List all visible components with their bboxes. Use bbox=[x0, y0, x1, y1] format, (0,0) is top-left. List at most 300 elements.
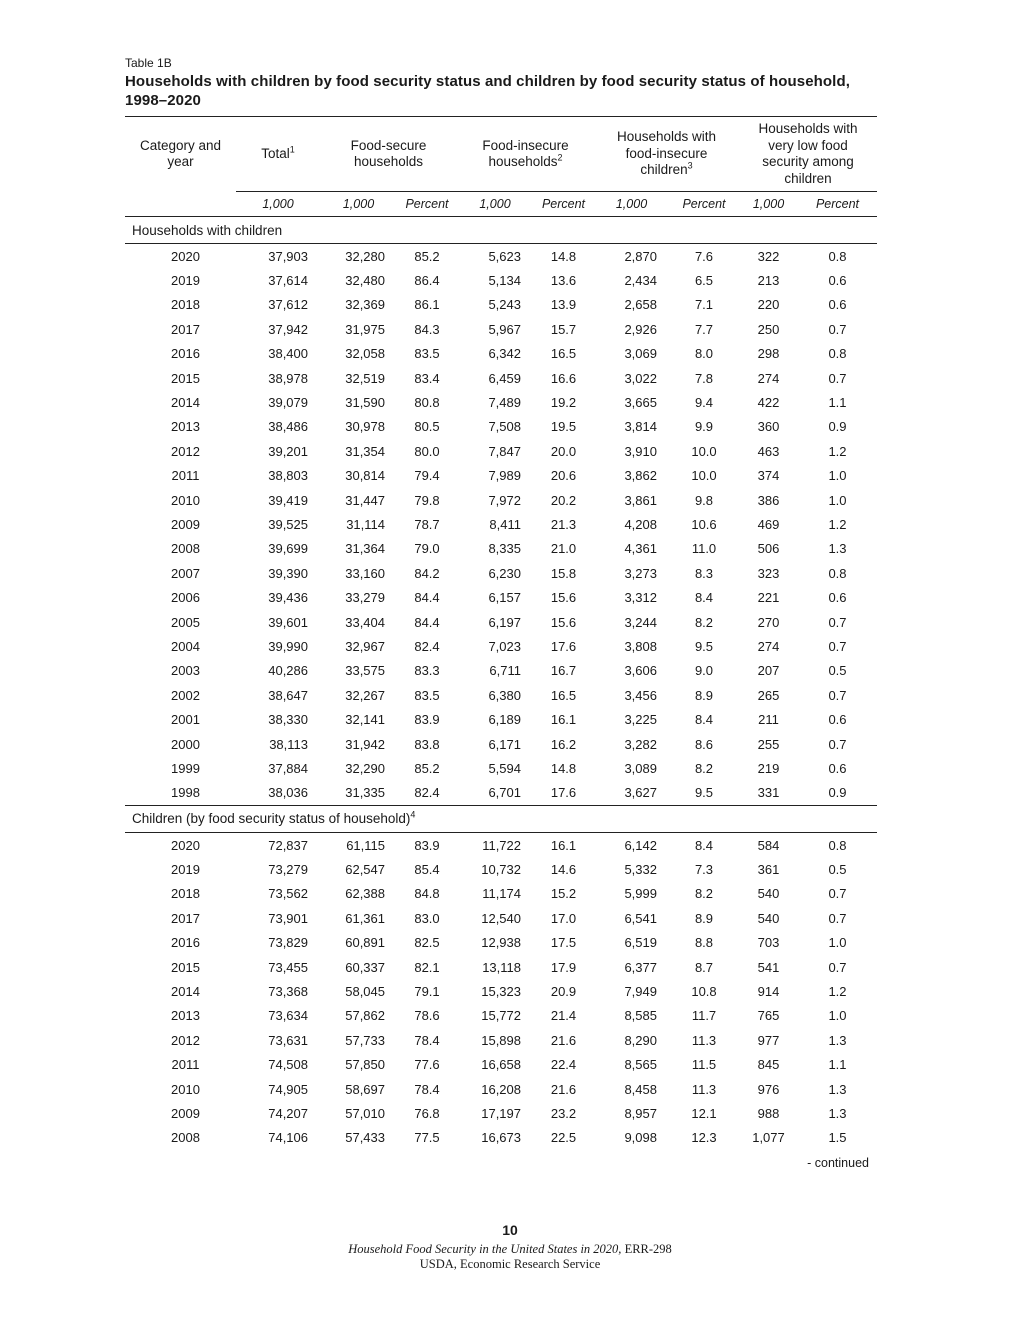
table-row bbox=[125, 439, 877, 463]
cell-total: 39,079 bbox=[268, 395, 308, 411]
table-row bbox=[125, 390, 877, 414]
cell-insecure-children-count: 3,022 bbox=[624, 370, 657, 386]
cell-year: 2003 bbox=[171, 663, 200, 679]
table-row bbox=[125, 882, 877, 906]
cell-insecure-children-percent: 7.3 bbox=[694, 862, 714, 878]
cell-food-secure-percent: 84.4 bbox=[414, 614, 440, 630]
cell-food-insecure-percent: 21.0 bbox=[550, 541, 577, 557]
cell-food-insecure-count: 15,323 bbox=[481, 984, 521, 1000]
table-row bbox=[125, 464, 877, 488]
cell-total: 39,525 bbox=[268, 516, 308, 532]
unit-thousand: 1,000 bbox=[236, 192, 320, 217]
cell-food-insecure-count: 8,335 bbox=[488, 541, 521, 557]
cell-insecure-children-count: 4,361 bbox=[624, 541, 657, 557]
cell-food-insecure-percent: 15.2 bbox=[550, 886, 577, 902]
cell-vlfs-children-percent: 1.0 bbox=[828, 492, 847, 508]
cell-food-insecure-count: 6,701 bbox=[488, 785, 521, 801]
cell-vlfs-children-count: 541 bbox=[757, 959, 780, 975]
cell-total: 39,419 bbox=[268, 492, 308, 508]
cell-year: 2016 bbox=[171, 935, 200, 951]
cell-vlfs-children-count: 274 bbox=[757, 370, 780, 386]
cell-food-insecure-count: 17,197 bbox=[481, 1105, 521, 1121]
cell-food-secure-percent: 84.4 bbox=[414, 590, 440, 606]
cell-food-secure-percent: 84.8 bbox=[414, 886, 440, 902]
cell-year: 2007 bbox=[171, 565, 200, 581]
table-row bbox=[125, 832, 877, 857]
report-id: ERR-298 bbox=[624, 1242, 672, 1256]
cell-food-insecure-count: 5,967 bbox=[488, 321, 521, 337]
cell-vlfs-children-count: 211 bbox=[758, 712, 779, 728]
cell-total: 73,631 bbox=[268, 1032, 308, 1048]
cell-insecure-children-count: 3,862 bbox=[624, 468, 657, 484]
cell-total: 73,368 bbox=[268, 984, 308, 1000]
cell-food-secure-count: 57,733 bbox=[345, 1032, 385, 1048]
cell-food-secure-percent: 79.4 bbox=[414, 468, 440, 484]
cell-food-insecure-count: 5,134 bbox=[488, 273, 521, 289]
cell-total: 74,508 bbox=[268, 1057, 308, 1073]
cell-insecure-children-count: 3,808 bbox=[624, 638, 657, 654]
cell-vlfs-children-count: 221 bbox=[757, 590, 780, 606]
cell-food-secure-percent: 80.8 bbox=[414, 395, 440, 411]
cell-insecure-children-count: 8,458 bbox=[624, 1081, 657, 1097]
cell-year: 2013 bbox=[171, 419, 200, 435]
cell-total: 73,634 bbox=[268, 1008, 308, 1024]
cell-vlfs-children-percent: 1.5 bbox=[828, 1130, 847, 1146]
cell-food-secure-percent: 78.7 bbox=[414, 516, 440, 532]
unit-thousand: 1,000 bbox=[739, 192, 798, 217]
cell-year: 2019 bbox=[171, 862, 200, 878]
table-row bbox=[125, 585, 877, 609]
cell-food-secure-percent: 86.4 bbox=[414, 273, 440, 289]
section-children bbox=[125, 805, 877, 832]
cell-vlfs-children-percent: 0.7 bbox=[828, 638, 847, 654]
table-row bbox=[125, 1028, 877, 1052]
cell-total: 37,903 bbox=[268, 248, 308, 264]
cell-food-secure-percent: 76.8 bbox=[414, 1105, 440, 1121]
cell-total: 73,829 bbox=[268, 935, 308, 951]
cell-vlfs-children-count: 422 bbox=[757, 395, 780, 411]
cell-vlfs-children-count: 361 bbox=[757, 862, 780, 878]
cell-vlfs-children-count: 219 bbox=[757, 760, 780, 776]
cell-food-insecure-count: 7,989 bbox=[488, 468, 521, 484]
cell-year: 2000 bbox=[171, 736, 200, 752]
cell-total: 39,390 bbox=[268, 565, 308, 581]
cell-total: 40,286 bbox=[268, 663, 308, 679]
cell-insecure-children-percent: 10.6 bbox=[691, 516, 717, 532]
cell-food-insecure-percent: 16.6 bbox=[550, 370, 577, 386]
cell-vlfs-children-percent: 1.3 bbox=[828, 1032, 847, 1048]
cell-food-insecure-percent: 15.6 bbox=[550, 614, 577, 630]
table-row bbox=[125, 781, 877, 806]
cell-insecure-children-count: 3,861 bbox=[624, 492, 657, 508]
cell-year: 2020 bbox=[171, 248, 200, 264]
cell-vlfs-children-count: 270 bbox=[757, 614, 780, 630]
section-header bbox=[125, 217, 877, 244]
table-row bbox=[125, 1053, 877, 1077]
cell-insecure-children-count: 3,456 bbox=[624, 687, 657, 703]
section-label: Households with children bbox=[125, 217, 877, 244]
cell-food-insecure-percent: 19.2 bbox=[550, 395, 577, 411]
cell-year: 2018 bbox=[171, 297, 200, 313]
cell-food-insecure-percent: 15.7 bbox=[550, 321, 577, 337]
table-row bbox=[125, 1077, 877, 1101]
cell-vlfs-children-count: 845 bbox=[757, 1057, 780, 1073]
cell-food-secure-count: 32,519 bbox=[345, 370, 385, 386]
cell-food-secure-percent: 85.2 bbox=[414, 760, 440, 776]
cell-total: 39,201 bbox=[268, 443, 308, 459]
cell-insecure-children-percent: 11.0 bbox=[691, 541, 717, 557]
cell-food-insecure-percent: 17.0 bbox=[550, 910, 577, 926]
cell-insecure-children-count: 8,585 bbox=[624, 1008, 657, 1024]
cell-food-secure-count: 61,361 bbox=[345, 910, 385, 926]
cell-insecure-children-count: 3,627 bbox=[624, 785, 657, 801]
document-page bbox=[125, 56, 877, 1170]
cell-year: 2011 bbox=[171, 468, 200, 484]
cell-insecure-children-percent: 8.4 bbox=[694, 712, 714, 728]
cell-total: 38,647 bbox=[268, 687, 308, 703]
cell-food-secure-count: 32,290 bbox=[345, 760, 385, 776]
unit-percent: Percent bbox=[669, 192, 739, 217]
cell-food-secure-count: 30,814 bbox=[345, 468, 385, 484]
cell-insecure-children-percent: 8.3 bbox=[694, 565, 714, 581]
table-row bbox=[125, 561, 877, 585]
cell-food-secure-percent: 83.3 bbox=[414, 663, 440, 679]
cell-food-secure-count: 32,280 bbox=[345, 248, 385, 264]
header-food-secure: Food-secure households bbox=[350, 137, 427, 169]
units-blank bbox=[125, 192, 236, 217]
cell-vlfs-children-percent: 1.3 bbox=[828, 1081, 847, 1097]
cell-food-secure-count: 31,335 bbox=[345, 785, 385, 801]
cell-food-secure-count: 57,862 bbox=[345, 1008, 385, 1024]
cell-food-secure-percent: 79.0 bbox=[414, 541, 440, 557]
table-row bbox=[125, 857, 877, 881]
cell-vlfs-children-percent: 0.8 bbox=[828, 837, 847, 853]
cell-food-insecure-percent: 20.2 bbox=[550, 492, 577, 508]
cell-food-secure-percent: 82.4 bbox=[414, 785, 440, 801]
section-header bbox=[125, 805, 877, 832]
cell-vlfs-children-percent: 0.8 bbox=[828, 248, 847, 264]
table-row bbox=[125, 1004, 877, 1028]
cell-food-insecure-count: 5,623 bbox=[488, 248, 521, 264]
cell-food-insecure-count: 15,898 bbox=[481, 1032, 521, 1048]
cell-food-secure-count: 61,115 bbox=[346, 837, 385, 853]
cell-vlfs-children-percent: 0.7 bbox=[828, 321, 847, 337]
cell-food-secure-percent: 83.5 bbox=[414, 687, 440, 703]
cell-insecure-children-percent: 11.7 bbox=[691, 1008, 717, 1024]
cell-vlfs-children-percent: 1.1 bbox=[828, 395, 847, 411]
cell-vlfs-children-percent: 0.6 bbox=[828, 712, 847, 728]
cell-food-secure-count: 31,447 bbox=[345, 492, 385, 508]
cell-food-secure-count: 57,850 bbox=[345, 1057, 385, 1073]
cell-insecure-children-percent: 8.8 bbox=[694, 935, 714, 951]
table-row bbox=[125, 268, 877, 292]
cell-total: 73,562 bbox=[268, 886, 308, 902]
cell-food-secure-count: 33,160 bbox=[345, 565, 385, 581]
cell-food-secure-count: 31,364 bbox=[345, 541, 385, 557]
cell-year: 2018 bbox=[171, 886, 200, 902]
cell-food-insecure-percent: 21.6 bbox=[550, 1081, 577, 1097]
cell-food-insecure-percent: 16.7 bbox=[550, 663, 577, 679]
cell-vlfs-children-count: 914 bbox=[757, 984, 780, 1000]
cell-vlfs-children-percent: 0.7 bbox=[828, 959, 847, 975]
cell-insecure-children-percent: 12.3 bbox=[691, 1130, 717, 1146]
table-row bbox=[125, 906, 877, 930]
cell-total: 38,330 bbox=[268, 712, 308, 728]
cell-food-insecure-percent: 20.9 bbox=[550, 984, 577, 1000]
cell-food-secure-count: 60,337 bbox=[345, 959, 385, 975]
cell-year: 2001 bbox=[171, 712, 200, 728]
cell-year: 2017 bbox=[171, 321, 200, 337]
cell-year: 2010 bbox=[171, 1081, 200, 1097]
cell-food-insecure-count: 7,508 bbox=[488, 419, 521, 435]
cell-food-secure-count: 30,978 bbox=[345, 419, 385, 435]
agency: USDA, Economic Research Service bbox=[419, 1257, 601, 1271]
cell-insecure-children-percent: 11.5 bbox=[691, 1057, 717, 1073]
table-row bbox=[125, 732, 877, 756]
cell-insecure-children-count: 2,434 bbox=[624, 273, 657, 289]
unit-thousand: 1,000 bbox=[320, 192, 397, 217]
cell-vlfs-children-count: 584 bbox=[757, 837, 780, 853]
cell-vlfs-children-percent: 0.7 bbox=[828, 886, 847, 902]
cell-food-insecure-percent: 14.8 bbox=[550, 760, 577, 776]
cell-vlfs-children-percent: 0.7 bbox=[828, 614, 847, 630]
cell-insecure-children-count: 3,665 bbox=[624, 395, 657, 411]
cell-food-secure-count: 32,967 bbox=[345, 638, 385, 654]
cell-food-insecure-count: 6,197 bbox=[488, 614, 521, 630]
cell-food-insecure-percent: 15.8 bbox=[550, 565, 577, 581]
cell-insecure-children-percent: 8.2 bbox=[694, 886, 714, 902]
cell-vlfs-children-count: 506 bbox=[757, 541, 780, 557]
cell-vlfs-children-percent: 1.0 bbox=[828, 1008, 847, 1024]
cell-food-insecure-count: 7,489 bbox=[488, 395, 521, 411]
cell-insecure-children-count: 8,565 bbox=[624, 1057, 657, 1073]
cell-insecure-children-percent: 10.8 bbox=[691, 984, 717, 1000]
cell-food-insecure-percent: 22.5 bbox=[550, 1130, 577, 1146]
publication-citation bbox=[0, 1242, 1020, 1257]
table-row bbox=[125, 366, 877, 390]
cell-total: 37,614 bbox=[268, 273, 308, 289]
cell-vlfs-children-percent: 1.3 bbox=[828, 1105, 847, 1121]
cell-food-insecure-count: 13,118 bbox=[482, 959, 521, 975]
cell-year: 1998 bbox=[171, 785, 200, 801]
section-households-rows bbox=[125, 244, 877, 806]
cell-total: 74,106 bbox=[268, 1130, 308, 1146]
cell-insecure-children-count: 3,312 bbox=[624, 590, 657, 606]
table-label: Table 1B bbox=[125, 56, 172, 70]
cell-insecure-children-count: 3,244 bbox=[624, 614, 657, 630]
cell-total: 38,803 bbox=[268, 468, 308, 484]
cell-food-insecure-count: 7,023 bbox=[488, 638, 521, 654]
cell-food-insecure-percent: 21.6 bbox=[550, 1032, 577, 1048]
cell-vlfs-children-count: 540 bbox=[757, 886, 780, 902]
cell-food-insecure-count: 6,459 bbox=[488, 370, 521, 386]
cell-vlfs-children-percent: 1.0 bbox=[828, 468, 847, 484]
cell-insecure-children-percent: 8.7 bbox=[694, 959, 714, 975]
cell-food-insecure-count: 5,594 bbox=[488, 760, 521, 776]
cell-vlfs-children-count: 977 bbox=[757, 1032, 780, 1048]
cell-insecure-children-count: 6,541 bbox=[624, 910, 657, 926]
cell-insecure-children-count: 2,926 bbox=[624, 321, 657, 337]
cell-insecure-children-percent: 8.9 bbox=[694, 910, 714, 926]
cell-total: 73,279 bbox=[268, 862, 308, 878]
cell-food-secure-percent: 80.5 bbox=[414, 419, 440, 435]
cell-food-insecure-count: 12,540 bbox=[481, 910, 521, 926]
cell-year: 2004 bbox=[171, 638, 200, 654]
cell-food-secure-count: 31,354 bbox=[345, 443, 385, 459]
cell-food-secure-percent: 78.6 bbox=[414, 1008, 440, 1024]
cell-insecure-children-count: 3,282 bbox=[624, 736, 657, 752]
cell-food-secure-percent: 78.4 bbox=[414, 1081, 440, 1097]
cell-food-insecure-percent: 13.9 bbox=[550, 297, 577, 313]
cell-vlfs-children-percent: 1.1 bbox=[828, 1057, 847, 1073]
cell-insecure-children-count: 3,910 bbox=[624, 443, 657, 459]
cell-total: 38,486 bbox=[268, 419, 308, 435]
cell-food-insecure-count: 6,171 bbox=[488, 736, 521, 752]
cell-food-secure-percent: 83.0 bbox=[414, 910, 440, 926]
cell-vlfs-children-percent: 0.9 bbox=[828, 419, 847, 435]
cell-year: 2019 bbox=[171, 273, 200, 289]
cell-vlfs-children-count: 469 bbox=[757, 516, 780, 532]
cell-vlfs-children-count: 976 bbox=[757, 1081, 780, 1097]
cell-vlfs-children-count: 374 bbox=[757, 468, 780, 484]
cell-year: 2005 bbox=[171, 614, 200, 630]
cell-food-secure-percent: 83.9 bbox=[414, 712, 440, 728]
cell-insecure-children-count: 2,658 bbox=[624, 297, 657, 313]
cell-food-secure-count: 32,267 bbox=[345, 687, 385, 703]
table-row bbox=[125, 293, 877, 317]
table-row bbox=[125, 415, 877, 439]
cell-food-secure-count: 31,942 bbox=[345, 736, 385, 752]
cell-food-insecure-percent: 14.8 bbox=[550, 248, 577, 264]
cell-insecure-children-count: 6,519 bbox=[624, 935, 657, 951]
cell-food-secure-count: 32,141 bbox=[345, 712, 385, 728]
cell-food-insecure-count: 16,208 bbox=[481, 1081, 521, 1097]
cell-total: 37,942 bbox=[268, 321, 308, 337]
cell-insecure-children-count: 3,273 bbox=[624, 565, 657, 581]
cell-total: 37,884 bbox=[268, 760, 308, 776]
cell-food-secure-percent: 79.1 bbox=[414, 984, 440, 1000]
cell-vlfs-children-count: 255 bbox=[757, 736, 780, 752]
unit-thousand: 1,000 bbox=[594, 192, 669, 217]
cell-insecure-children-count: 7,949 bbox=[624, 984, 657, 1000]
cell-food-secure-percent: 82.1 bbox=[414, 959, 440, 975]
cell-food-secure-count: 58,697 bbox=[345, 1081, 385, 1097]
cell-vlfs-children-percent: 0.6 bbox=[828, 297, 847, 313]
cell-vlfs-children-percent: 0.5 bbox=[828, 862, 847, 878]
units-row bbox=[125, 192, 877, 217]
cell-insecure-children-percent: 7.8 bbox=[694, 370, 714, 386]
cell-insecure-children-count: 3,814 bbox=[624, 419, 657, 435]
cell-vlfs-children-percent: 1.2 bbox=[828, 516, 847, 532]
cell-vlfs-children-count: 323 bbox=[757, 565, 780, 581]
cell-insecure-children-count: 3,089 bbox=[624, 760, 657, 776]
cell-vlfs-children-count: 765 bbox=[757, 1008, 780, 1024]
cell-vlfs-children-count: 220 bbox=[757, 297, 780, 313]
cell-vlfs-children-count: 213 bbox=[757, 273, 780, 289]
cell-insecure-children-percent: 10.0 bbox=[691, 443, 717, 459]
unit-percent: Percent bbox=[798, 192, 877, 217]
cell-vlfs-children-percent: 1.2 bbox=[828, 984, 847, 1000]
cell-vlfs-children-percent: 0.7 bbox=[828, 736, 847, 752]
cell-food-secure-percent: 83.9 bbox=[414, 837, 440, 853]
section-children-rows bbox=[125, 832, 877, 1150]
header-vlfs-children: Households with very low food security among children bbox=[758, 121, 858, 186]
cell-food-secure-percent: 84.3 bbox=[414, 321, 440, 337]
cell-food-secure-count: 33,575 bbox=[345, 663, 385, 679]
cell-food-secure-count: 31,590 bbox=[345, 395, 385, 411]
cell-vlfs-children-count: 540 bbox=[757, 910, 780, 926]
table-row bbox=[125, 634, 877, 658]
cell-food-insecure-count: 15,772 bbox=[481, 1008, 521, 1024]
cell-vlfs-children-percent: 0.5 bbox=[828, 663, 847, 679]
cell-insecure-children-percent: 10.0 bbox=[691, 468, 717, 484]
cell-insecure-children-count: 2,870 bbox=[624, 248, 657, 264]
cell-vlfs-children-count: 386 bbox=[757, 492, 780, 508]
cell-insecure-children-percent: 8.4 bbox=[694, 837, 714, 853]
cell-food-secure-count: 33,404 bbox=[345, 614, 385, 630]
cell-food-insecure-count: 11,722 bbox=[482, 837, 521, 853]
cell-year: 2013 bbox=[171, 1008, 200, 1024]
header-category: Category and year bbox=[139, 137, 222, 170]
table-row bbox=[125, 683, 877, 707]
cell-food-insecure-percent: 19.5 bbox=[550, 419, 577, 435]
cell-insecure-children-percent: 9.5 bbox=[694, 638, 714, 654]
cell-insecure-children-percent: 7.7 bbox=[694, 321, 714, 337]
cell-insecure-children-count: 6,377 bbox=[624, 959, 657, 975]
header-food-insecure: Food-insecure households$^2$ bbox=[482, 137, 569, 169]
cell-insecure-children-percent: 11.3 bbox=[691, 1032, 717, 1048]
cell-vlfs-children-percent: 0.7 bbox=[828, 910, 847, 926]
continued-note: - continued bbox=[807, 1156, 869, 1171]
cell-insecure-children-percent: 12.1 bbox=[691, 1105, 717, 1121]
cell-year: 1999 bbox=[171, 760, 200, 776]
cell-insecure-children-count: 8,957 bbox=[624, 1105, 657, 1121]
cell-year: 2014 bbox=[171, 984, 200, 1000]
cell-total: 74,207 bbox=[268, 1105, 308, 1121]
cell-insecure-children-percent: 8.2 bbox=[694, 614, 714, 630]
cell-food-secure-percent: 78.4 bbox=[414, 1032, 440, 1048]
table-row bbox=[125, 244, 877, 269]
cell-food-insecure-count: 6,157 bbox=[488, 590, 521, 606]
cell-vlfs-children-count: 250 bbox=[757, 321, 780, 337]
cell-vlfs-children-count: 274 bbox=[757, 638, 780, 654]
cell-food-secure-count: 57,433 bbox=[345, 1130, 385, 1146]
cell-food-secure-percent: 85.4 bbox=[414, 862, 440, 878]
cell-food-secure-count: 32,058 bbox=[345, 346, 385, 362]
table-row bbox=[125, 1101, 877, 1125]
cell-year: 2009 bbox=[171, 516, 200, 532]
cell-vlfs-children-percent: 0.7 bbox=[828, 687, 847, 703]
table-row bbox=[125, 979, 877, 1003]
cell-vlfs-children-count: 703 bbox=[757, 935, 780, 951]
cell-food-secure-percent: 86.1 bbox=[414, 297, 440, 313]
cell-total: 37,612 bbox=[268, 297, 308, 313]
cell-insecure-children-percent: 8.2 bbox=[694, 760, 714, 776]
cell-insecure-children-count: 4,208 bbox=[624, 516, 657, 532]
cell-year: 2008 bbox=[171, 1130, 200, 1146]
cell-food-insecure-percent: 22.4 bbox=[550, 1057, 577, 1073]
cell-vlfs-children-percent: 0.9 bbox=[828, 785, 847, 801]
cell-food-insecure-count: 6,711 bbox=[489, 663, 521, 679]
cell-vlfs-children-percent: 0.8 bbox=[828, 346, 847, 362]
cell-vlfs-children-count: 1,077 bbox=[752, 1130, 785, 1146]
cell-total: 39,990 bbox=[268, 638, 308, 654]
cell-food-insecure-count: 6,342 bbox=[488, 346, 521, 362]
cell-food-insecure-count: 5,243 bbox=[488, 297, 521, 313]
cell-insecure-children-percent: 8.4 bbox=[694, 590, 714, 606]
cell-vlfs-children-percent: 0.8 bbox=[828, 565, 847, 581]
cell-insecure-children-percent: 8.9 bbox=[694, 687, 714, 703]
